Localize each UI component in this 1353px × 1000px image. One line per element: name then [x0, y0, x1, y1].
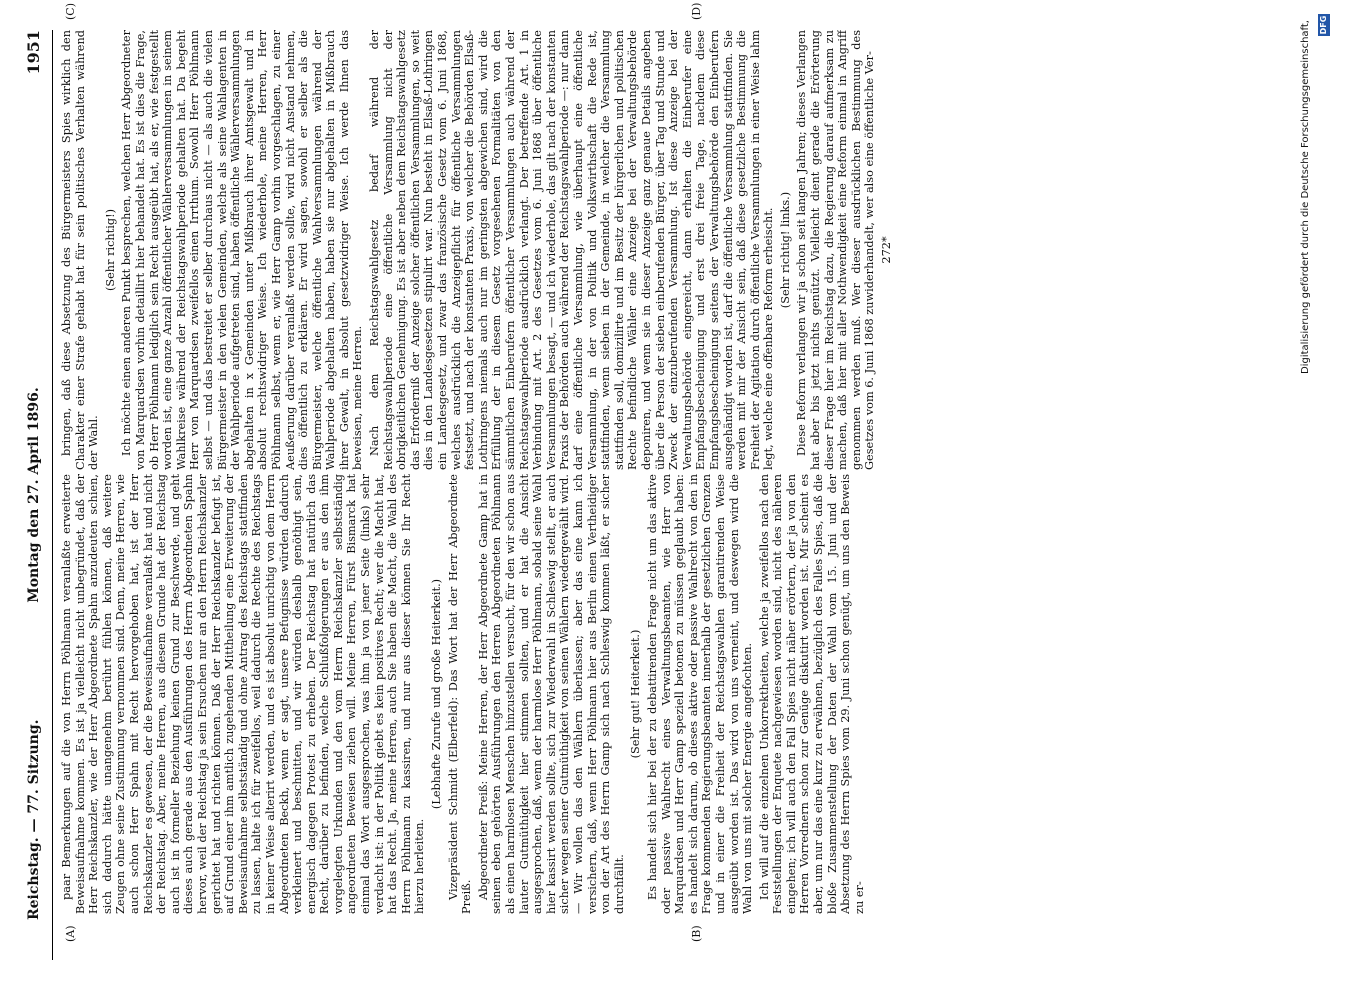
margin-mark-a: (A) — [64, 925, 77, 942]
interjection: (Sehr richtig!) — [103, 208, 117, 292]
digitization-credit: Digitalisierung gefördert durch die Deutsche Forschungsgemeinschaft, — [1300, 20, 1311, 375]
header-date: Montag den 27. April 1896. — [26, 387, 42, 603]
paragraph: Es handelt sich hier bei der zu debattirenden Frage nicht um das aktive oder passive Wahlrecht eines Verwaltungsbeamten, wie Herr von Marquardsen und Herr Gamp speziell betonen zu müssen geglaubt haben: es handelt sich darum, ob dieses aktive oder passive Wahlrecht von den in Frage kommenden Regierungsbeamten innerhalb der gesetzlichen Grenzen und in einer die Freiheit der Reichstagswahlen garantirenden Weise ausgeübt worden ist. Das wird von uns verneint, und deswegen wird die Wahl von uns mit solcher Energie angefochten. — [645, 474, 755, 914]
margin-mark-d: (D) — [690, 2, 703, 20]
interjection: (Lebhafte Zurufe und große Heiterkeit.) — [430, 578, 444, 810]
paragraph: Ich möchte einen anderen Punkt besprechen, welchen Herr Abgeordneter von Marquardsen vorhin detaillirt hier behandelt hat. Es ist dies die Frage, ob Herr Pöhlmann lediglich sein Recht ausgeübt hat, als er, wie festgestellt worden ist, eine ganze Anzahl öffentlicher Wählerversammlungen in seinem Wahlkreise während der Reichstagswahlperiode gehalten hat. Da begeht Herr von Marquardsen zweifellos einen Irrthum. Sowohl Herr Pöhlmann selbst — und das bestreitet er selber durchaus nicht — als auch die vielen Bürgermeister in den vielen Gemeinden, welche als seine Wahlagenten in der Wahlperiode aufgetreten sind, haben öffentliche Wählerversammlungen abgehalten in x Gemeinden unter Mißbrauch ihrer Amtsgewalt und in absolut rechtswidriger Weise. Ich wiederhole, meine Herren, Herr Pöhlmann selbst, wenn er, wie Herr Gamp vorhin vorgeschlagen, zu einer Aeußerung darüber veranlaßt werden sollte, wird nicht Anstand nehmen, dies öffentlich zu erklären. Er wird sagen, sowohl er selber als die Bürgermeister, welche öffentliche Wahlversammlungen während der Wahlperiode abgehalten haben, haben sie nur abgehalten in Mißbrauch ihrer Gewalt, in absolut gesetzwidriger Weise. Ich werde Ihnen das beweisen, meine Herren. — [120, 30, 365, 470]
margin-mark-b: (B) — [690, 925, 703, 942]
page-number: 1951 — [24, 30, 43, 75]
page-header — [18, 30, 50, 960]
header-left: Reichstag. — 77. Sitzung. — [26, 719, 42, 920]
text-column-right — [60, 30, 1250, 470]
paragraph: Abgeordneter Preiß: Meine Herren, der Herr Abgeordnete Gamp hat in seinen eben gehörten Ausführungen den Herren Abgeordneten Pöhlmann als einen harmlosen Menschen hinzustellen versucht, für den wir schon aus lauter Gutmüthigkeit hier stimmen sollten, und er hat die Ansicht ausgesprochen, daß, wenn der harmlose Herr Pöhlmann, sobald seine Wahl hier kassirt werden sollte, sich zur Wiederwahl in Schleswig stellt, er auch sicher wegen seiner Gutmüthigkeit von seinen Wählern wiedergewählt wird. — Wir wollen das den Wählern überlassen; aber das eine kann ich versichern, daß, wenn Herr Pöhlmann hier aus Berlin einen Vertheidiger von der Art des Herrn Gamp sich nach Schleswig kommen läßt, er sicher durchfällt. — [476, 474, 626, 914]
interjection: (Sehr richtig! links.) — [778, 191, 792, 309]
paragraph: Diese Reform verlangen wir ja schon seit langen Jahren; dieses Verlangen hat aber bis jetzt nichts genützt. Vielleicht dient gerade die Erörterung dieser Frage hier im Reichstag dazu, die Regierung darauf aufmerksam zu machen, daß hier mit aller Nothwendigkeit eine Reform einmal in Angriff genommen werden muß. Wer dieser ausdrücklichen Bestimmung des Gesetzes vom 6. Juni 1868 zuwiderhandelt, wer also eine öffentliche Ver- — [795, 30, 877, 470]
text-column-left — [60, 474, 1250, 914]
header-rule — [52, 30, 53, 960]
interjection: (Sehr gut! Heiterkeit.) — [629, 629, 643, 759]
paragraph: bringen, daß diese Absetzung des Bürgermeisters Spies wirklich den Charakter einer Strafe gehabt hat für sein politisches Verhalten während der Wahl. — [60, 30, 101, 470]
paragraph: Nach dem Reichstagswahlgesetz bedarf während der Reichstagswahlperiode eine öffentliche Versammlung nicht der obrigkeitlichen Genehmigung. Es ist aber neben dem Reichstagswahlgesetz das Erforderniß der Anzeige solcher öffentlichen Versammlungen, so weit dies in den Landesgesetzen stipulirt war. Nun besteht in Elsaß-Lothringen ein Landesgesetz, und zwar das französische Gesetz vom 6. Juni 1868, welches ausdrücklich die Anzeigepflicht für öffentliche Versammlungen festsetzt, und nach der konstanten Praxis, von welcher die Behörden Elsaß-Lothringens niemals auch nur im geringsten abgewichen sind, wird die Erfüllung der in diesem Gesetz vorgesehenen Formalitäten von den sämmtlichen Einberufern öffentlicher Versammlungen auch während der Reichstagswahlperiode ausdrücklich verlangt. Der betreffende Art. 1 in Verbindung mit Art. 2 des Gesetzes vom 6. Juni 1868 über öffentliche Versammlungen besagt, — und ich wiederhole, das gilt nach der konstanten Praxis der Behörden auch während der Reichstagswahlperiode —: nur dann darf eine öffentliche Versammlung, wie überhaupt eine öffentliche Versammlung, in der von Politik und Volkswirthschaft die Rede ist, stattfinden, wenn sieben in der Gemeinde, in welcher die Versammlung stattfinden soll, domizilirte und im Besitz der bürgerlichen und politischen Rechte befindliche Wähler eine Anzeige bei der Verwaltungsbehörde deponiren, und wenn sie in dieser Anzeige ganz genaue Details angeben über die Person der sieben einberufenden Bürger, über Tag und Stunde und Zweck der einzuberufenden Versammlung. Ist diese Anzeige bei der Verwaltungsbehörde eingereicht, dann erhalten die Einberufer eine Empfangsbescheinigung und erst drei freie Tage, nachdem diese Empfangsbescheinigung seitens der Verwaltungsbehörde den Einberufern ausgehändigt worden ist, darf die öffentliche Versammlung stattfinden. Sie werden mit mir der Ansicht sein, daß diese gesetzliche Bestimmung die Freiheit der Agitation durch öffentliche Versammlungen in einer Weise lahm legt, welche eine offenbare Reform erheischt. — [368, 30, 776, 470]
margin-mark-c: (C) — [64, 3, 77, 20]
paragraph: Vizepräsident Schmidt (Elberfeld): Das Wort hat der Herr Abgeordnete Preiß. — [446, 474, 474, 914]
dfg-logo: DFG — [1319, 15, 1328, 35]
paragraph: paar Bemerkungen auf die von Herrn Pöhlmann veranlaßte erweiterte Beweisaufnahme kommen. Es ist ja vielleicht nicht unbegründet, daß der Herr Reichskanzler, wie der Herr Abgeordnete Spahn anzudeuten schien, sich dadurch hätte unangenehm berührt fühlen können, daß weitere Zeugen ohne seine Zustimmung vernommen sind. Denn, meine Herren, wie auch schon Herr Spahn mit Recht hervorgehoben hat, ist der Herr Reichskanzler es gewesen, der die Beweisaufnahme veranlaßt hat und nicht der Reichstag. Aber, meine Herren, aus diesem Grunde hat der Reichstag auch ist in formeller Beziehung keinen Grund zur Beschwerde, und geht dieses auch gerade aus den Ausführungen des Herrn Abgeordneten Spahn hervor, weil der Reichstag ja sein Ersuchen nur an den Herrn Reichskanzler gerichtet hat und richten können. Daß der Herr Reichskanzler befugt ist, auf Grund einer ihm amtlich zugehenden Mittheilung eine Erweiterung der Beweisaufnahme selbstständig und ohne Antrag des Reichstags stattfinden zu lassen, halte ich für zweifellos, weil dadurch die Rechte des Reichstags in keiner Weise alterirt werden, und es ist absolut unrichtig von dem Herrn Abgeordneten Beckh, wenn er sagt, unsere Befugnisse würden dadurch verkleinert und beschnitten, und wir würden deshalb genöthigt sein, energisch dagegen Protest zu erheben. Der Reichstag hat natürlich das Recht, darüber zu befinden, welche Schlußfolgerungen er aus den ihm vorgelegten Urkunden und den vom Herrn Reichskanzler selbstständig angeordneten Beweisen ziehen will. Meine Herren, Fürst Bismarck hat einmal das Wort ausgesprochen, was ihm ja von jener Seite (links) sehr verdacht ist: in der Politik giebt es kein positives Recht; wer die Macht hat, hat das Recht. Ja, meine Herren, auch Sie haben die Macht, die Wahl des Herrn Pöhlmann zu kassiren, und nur aus dieser können Sie Ihr Recht hierzu herleiten. — [60, 474, 427, 914]
signature-mark: 272* — [880, 236, 894, 264]
paragraph: Ich will auf die einzelnen Unkorrektheiten, welche ja zweifellos nach den Feststellungen der Enquete nachgewiesen worden sind, nicht des näheren eingehen; ich will auch den Fall Spies nicht näher erörtern, der ja von den Herren Vorrednern schon zur Genüge diskutirt worden ist. Mir scheint es aber, um nur das eine kurz zu erwähnen, bezüglich des Falles Spies, daß die bloße Zusammenstellung der Daten der Wahl vom 15. Juni und der Absetzung des Herrn Spies vom 29. Juni schon genügt, um uns den Beweis zu er- — [757, 474, 866, 914]
